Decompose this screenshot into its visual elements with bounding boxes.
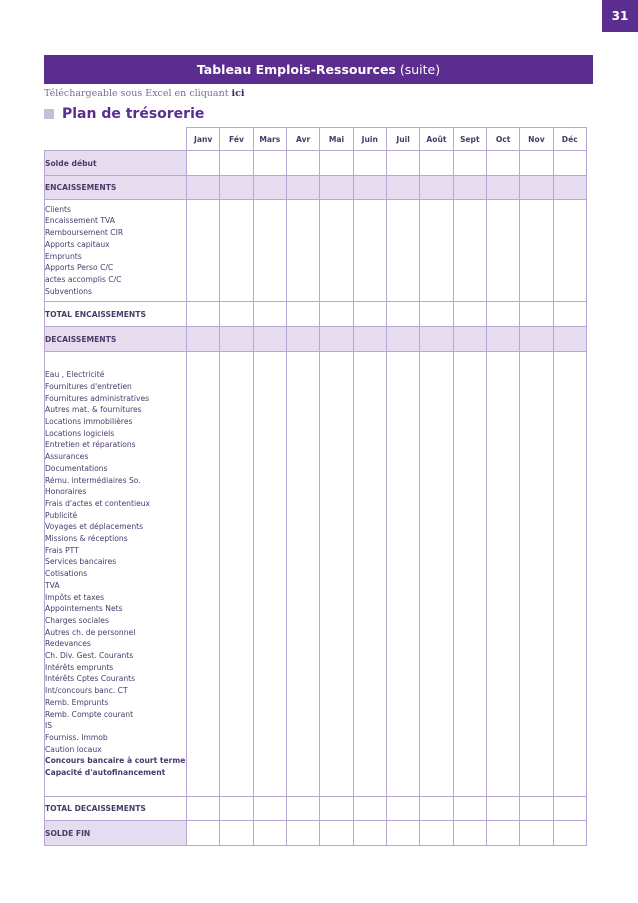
download-link[interactable]: ici <box>231 88 245 99</box>
line-item: Documentations <box>45 463 108 473</box>
month-header: Nov <box>520 128 553 151</box>
month-cell[interactable] <box>320 151 353 176</box>
month-cell[interactable] <box>253 821 286 846</box>
line-item: TVA <box>45 580 60 590</box>
line-item: Redevances <box>45 639 91 649</box>
month-cell[interactable] <box>320 302 353 327</box>
month-cell[interactable] <box>386 821 419 846</box>
month-cell[interactable] <box>286 821 319 846</box>
month-cell[interactable] <box>553 200 586 302</box>
month-cell[interactable] <box>453 151 486 176</box>
solde-debut-row-label: Solde début <box>45 151 187 176</box>
line-item: Voyages et déplacements <box>45 522 144 532</box>
month-cell[interactable] <box>420 797 453 821</box>
total-encaissements-row <box>45 302 587 327</box>
line-item: Concours bancaire à court terme <box>45 756 186 766</box>
month-cell <box>553 327 586 352</box>
month-cell[interactable] <box>286 302 319 327</box>
month-cell <box>520 327 553 352</box>
total-encaissements-row-label: TOTAL ENCAISSEMENTS <box>45 302 187 327</box>
banner-suffix: (suite) <box>399 62 441 77</box>
month-cell[interactable] <box>420 821 453 846</box>
month-cell <box>286 176 319 200</box>
solde-fin-row <box>45 821 587 846</box>
month-cell <box>220 176 253 200</box>
decaissements-row <box>45 327 587 352</box>
line-item: Eau , Electricité <box>45 370 105 380</box>
month-cell[interactable] <box>420 352 453 797</box>
line-item: Honoraires <box>45 487 87 497</box>
month-cell[interactable] <box>220 200 253 302</box>
line-item: Frais d'actes et contentieux <box>45 498 151 508</box>
line-item: Impôts et taxes <box>45 592 105 602</box>
decaissements-row-label: DECAISSEMENTS <box>45 327 187 352</box>
banner-title: Tableau Emplois-Ressources <box>196 62 396 77</box>
line-item: actes accomplis C/C <box>45 274 122 284</box>
month-cell[interactable] <box>220 352 253 797</box>
month-cell <box>553 176 586 200</box>
enc-items-row <box>45 200 587 302</box>
month-cell[interactable] <box>320 821 353 846</box>
month-cell[interactable] <box>420 302 453 327</box>
month-cell <box>420 327 453 352</box>
month-cell <box>453 327 486 352</box>
month-cell[interactable] <box>453 821 486 846</box>
line-item: Services bancaires <box>45 557 117 567</box>
month-cell[interactable] <box>253 302 286 327</box>
month-cell <box>453 176 486 200</box>
line-item: Fournitures administratives <box>45 393 150 403</box>
month-cell <box>187 327 220 352</box>
month-cell[interactable] <box>386 797 419 821</box>
month-cell[interactable] <box>386 352 419 797</box>
line-item: Capacité d'autofinancement <box>45 768 166 778</box>
line-item: Encaissement TVA <box>45 216 115 226</box>
month-cell[interactable] <box>520 200 553 302</box>
month-cell[interactable] <box>253 200 286 302</box>
month-cell[interactable] <box>386 151 419 176</box>
month-cell[interactable] <box>520 151 553 176</box>
month-cell[interactable] <box>553 352 586 797</box>
month-cell[interactable] <box>353 821 386 846</box>
month-cell[interactable] <box>220 302 253 327</box>
month-cell[interactable] <box>253 797 286 821</box>
line-item: Remb. Compte courant <box>45 709 134 719</box>
encaissements-row-label: ENCAISSEMENTS <box>45 176 187 200</box>
month-header: Sept <box>453 128 486 151</box>
solde-debut-row <box>45 151 587 176</box>
month-cell[interactable] <box>187 797 220 821</box>
month-cell <box>386 327 419 352</box>
month-cell[interactable] <box>520 797 553 821</box>
dec-items-row <box>45 352 587 797</box>
download-note <box>44 88 245 99</box>
line-item: Missions & réceptions <box>45 534 128 544</box>
month-header-row <box>45 128 587 151</box>
month-cell <box>486 327 519 352</box>
line-item: Cotisations <box>45 569 88 579</box>
month-cell[interactable] <box>187 821 220 846</box>
month-cell[interactable] <box>353 797 386 821</box>
month-cell[interactable] <box>220 821 253 846</box>
line-item: Entretien et réparations <box>45 440 136 450</box>
month-cell[interactable] <box>286 797 319 821</box>
month-cell <box>386 176 419 200</box>
treasury-plan-table <box>44 127 587 846</box>
month-cell[interactable] <box>453 200 486 302</box>
dec-items-row-label <box>45 352 187 797</box>
section-heading <box>44 106 204 122</box>
solde-fin-row-label: SOLDE FIN <box>45 821 187 846</box>
month-cell[interactable] <box>453 797 486 821</box>
month-cell[interactable] <box>520 352 553 797</box>
section-title: Plan de trésorerie <box>62 106 205 122</box>
line-item: Autres mat. & fournitures <box>45 405 142 415</box>
month-cell[interactable] <box>453 352 486 797</box>
month-cell[interactable] <box>253 352 286 797</box>
month-header: Déc <box>553 128 586 151</box>
month-header: Juil <box>386 128 419 151</box>
month-header: Juin <box>353 128 386 151</box>
month-cell[interactable] <box>320 352 353 797</box>
month-cell[interactable] <box>486 151 519 176</box>
month-cell[interactable] <box>320 797 353 821</box>
month-cell <box>486 176 519 200</box>
line-item: Assurances <box>45 452 89 462</box>
month-cell[interactable] <box>286 200 319 302</box>
encaissements-row <box>45 176 587 200</box>
line-item: Remb. Emprunts <box>45 697 109 707</box>
month-cell[interactable] <box>353 151 386 176</box>
month-cell[interactable] <box>353 200 386 302</box>
month-cell <box>253 176 286 200</box>
line-item: IS <box>45 721 53 731</box>
page-number: 31 <box>602 0 638 32</box>
month-header: Fév <box>220 128 253 151</box>
month-cell <box>187 176 220 200</box>
month-cell[interactable] <box>320 200 353 302</box>
month-cell[interactable] <box>520 821 553 846</box>
month-cell[interactable] <box>553 302 586 327</box>
month-cell[interactable] <box>386 302 419 327</box>
month-cell[interactable] <box>286 151 319 176</box>
line-item: Int/concours banc. CT <box>45 686 128 696</box>
line-item: Publicité <box>45 510 78 520</box>
month-cell[interactable] <box>420 200 453 302</box>
month-cell[interactable] <box>187 352 220 797</box>
month-cell <box>320 176 353 200</box>
download-text: Téléchargeable sous Excel en cliquant <box>44 88 229 99</box>
month-cell[interactable] <box>187 151 220 176</box>
line-item: Apports capitaux <box>45 239 110 249</box>
header-corner <box>45 128 187 151</box>
line-item: Apports Perso C/C <box>45 263 114 273</box>
line-item: Rému. intermédiaires So. <box>45 475 141 485</box>
line-item: Charges sociales <box>45 615 109 625</box>
month-cell[interactable] <box>187 302 220 327</box>
month-cell[interactable] <box>220 797 253 821</box>
month-cell[interactable] <box>553 151 586 176</box>
line-item: Fourniss. Immob <box>45 732 108 742</box>
month-cell[interactable] <box>520 302 553 327</box>
line-item: Caution locaux <box>45 744 102 754</box>
month-cell[interactable] <box>187 200 220 302</box>
total-decaissements-row <box>45 797 587 821</box>
line-item: Frais PTT <box>45 545 79 555</box>
line-item: Intérêts Cptes Courants <box>45 674 136 684</box>
month-cell[interactable] <box>553 797 586 821</box>
line-item: Locations immobilières <box>45 417 133 426</box>
month-cell[interactable] <box>553 821 586 846</box>
month-header: Mars <box>253 128 286 151</box>
line-item: Remboursement CIR <box>45 228 124 238</box>
month-cell <box>520 176 553 200</box>
enc-items-row-label <box>45 200 187 302</box>
month-cell <box>320 327 353 352</box>
month-header: Janv <box>187 128 220 151</box>
bullet-square-icon <box>44 109 54 119</box>
month-cell[interactable] <box>420 151 453 176</box>
month-cell <box>286 327 319 352</box>
month-cell <box>353 176 386 200</box>
line-item: Appointements Nets <box>45 604 123 614</box>
line-item: Ch. Div. Gest. Courants <box>45 651 134 661</box>
month-header: Août <box>420 128 453 151</box>
month-cell[interactable] <box>253 151 286 176</box>
month-cell[interactable] <box>486 200 519 302</box>
line-item: Clients <box>45 204 71 214</box>
line-item: Subventions <box>45 286 92 296</box>
month-header: Mai <box>320 128 353 151</box>
total-decaissements-row-label: TOTAL DECAISSEMENTS <box>45 797 187 821</box>
month-cell <box>353 327 386 352</box>
month-cell[interactable] <box>353 352 386 797</box>
month-cell[interactable] <box>453 302 486 327</box>
month-cell[interactable] <box>220 151 253 176</box>
line-item: Autres ch. de personnel <box>45 627 136 637</box>
month-cell <box>420 176 453 200</box>
line-item: Intérêts emprunts <box>45 662 114 672</box>
month-cell <box>220 327 253 352</box>
month-cell[interactable] <box>486 797 519 821</box>
month-cell[interactable] <box>353 302 386 327</box>
month-cell[interactable] <box>386 200 419 302</box>
month-cell[interactable] <box>486 302 519 327</box>
table-banner <box>44 55 593 84</box>
line-item: Emprunts <box>45 251 82 261</box>
month-cell[interactable] <box>486 352 519 797</box>
line-item: Locations logiciels <box>45 428 115 438</box>
month-header: Avr <box>286 128 319 151</box>
month-cell[interactable] <box>486 821 519 846</box>
month-cell <box>253 327 286 352</box>
month-cell[interactable] <box>286 352 319 797</box>
line-item: Fournitures d'entretien <box>45 381 132 391</box>
month-header: Oct <box>486 128 519 151</box>
